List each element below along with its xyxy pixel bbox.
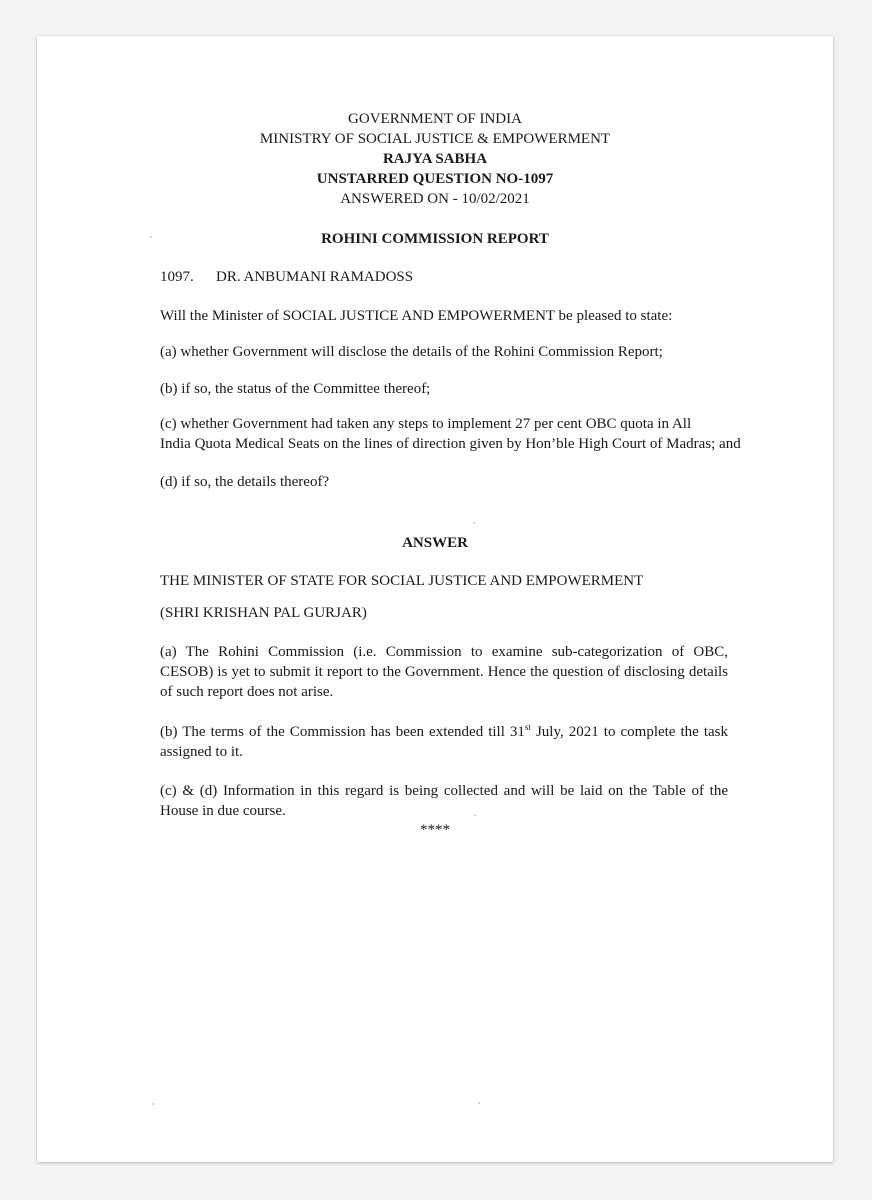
header-house: RAJYA SABHA bbox=[382, 151, 488, 167]
answer-part-b-rest: July, 2021 to complete the task assigned to it. bbox=[160, 724, 729, 760]
member-name: DR. ANBUMANI RAMADOSS bbox=[216, 269, 414, 285]
subject-title: ROHINI COMMISSION REPORT bbox=[321, 231, 549, 247]
header-ministry: MINISTRY OF SOCIAL JUSTICE & EMPOWERMENT bbox=[259, 131, 611, 147]
document-page bbox=[37, 36, 833, 1162]
answer-part-b-text: (b) The terms of the Commission has been extended till 31 bbox=[160, 724, 525, 740]
question-part-d: (d) if so, the details thereof? bbox=[160, 474, 330, 490]
header-answered-date: ANSWERED ON - 10/02/2021 bbox=[340, 191, 530, 207]
question-member-line bbox=[160, 267, 413, 287]
scan-speck bbox=[478, 1102, 480, 1104]
minister-name: (SHRI KRISHAN PAL GURJAR) bbox=[160, 605, 367, 621]
question-intro: Will the Minister of SOCIAL JUSTICE AND EMPOWERMENT be pleased to state: bbox=[160, 308, 673, 324]
scan-speck bbox=[150, 236, 152, 238]
question-part-a: (a) whether Government will disclose the details of the Rohini Commission Report; bbox=[160, 344, 663, 360]
question-number: 1097. bbox=[160, 269, 194, 285]
answer-heading: ANSWER bbox=[402, 535, 468, 551]
answer-part-cd: (c) & (d) Information in this regard is being collected and will be laid on the Table of the House in due course. bbox=[160, 783, 728, 819]
scan-speck bbox=[152, 1103, 154, 1105]
question-part-b: (b) if so, the status of the Committee thereof; bbox=[160, 381, 431, 397]
scan-speck bbox=[474, 814, 476, 816]
answer-part-a: (a) The Rohini Commission (i.e. Commission to examine sub-categorization of OBC, CESOB) is yet to submit it report to the Government. Hence the question of disclosing details of such report does not arise. bbox=[160, 644, 728, 700]
end-mark: **** bbox=[420, 822, 450, 838]
question-part-c-line2: India Quota Medical Seats on the lines of direction given by Hon’ble High Court of Madras; and bbox=[160, 436, 741, 452]
answer-part-b bbox=[160, 722, 728, 762]
scan-speck bbox=[473, 522, 475, 524]
minister-title: THE MINISTER OF STATE FOR SOCIAL JUSTICE AND EMPOWERMENT bbox=[160, 573, 644, 589]
answer-part-b-ordinal: st bbox=[524, 722, 531, 732]
header-question-number: UNSTARRED QUESTION NO-1097 bbox=[316, 171, 554, 187]
header-government: GOVERNMENT OF INDIA bbox=[348, 111, 522, 127]
question-part-c-line1: (c) whether Government had taken any steps to implement 27 per cent OBC quota in All bbox=[160, 416, 692, 432]
